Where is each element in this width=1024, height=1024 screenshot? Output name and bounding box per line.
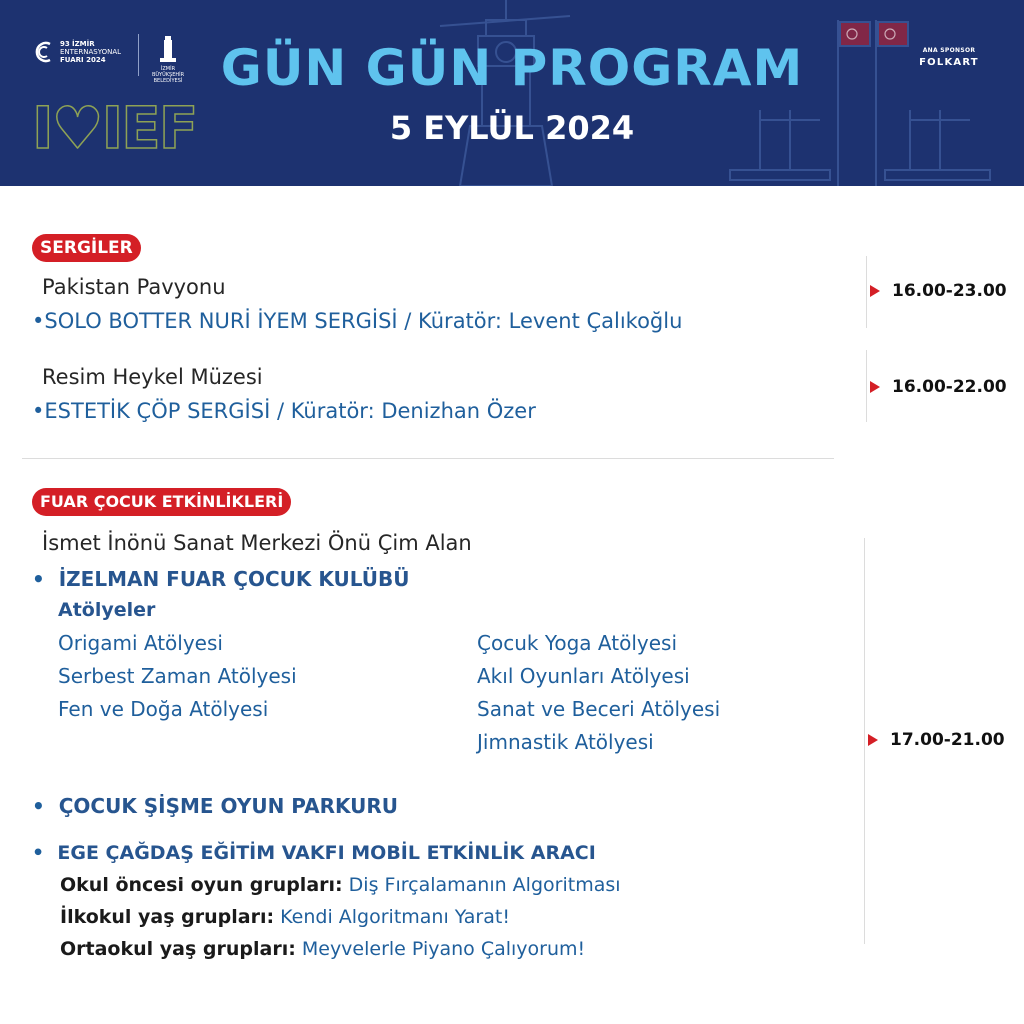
fair-logo-line1: İZMİR: [71, 40, 95, 48]
vakif-title-text: EGE ÇAĞDAŞ EĞİTİM VAKFI MOBİL ETKİNLİK ARACI: [57, 842, 596, 864]
age-group-row: [60, 904, 510, 930]
workshops-heading: Atölyeler: [58, 599, 156, 621]
workshop-item: Jimnastik Atölyesi: [477, 730, 654, 754]
vakif-title: [32, 840, 596, 866]
parkur-item: [32, 793, 398, 819]
time-divider: [866, 350, 867, 422]
age-group-value: Meyvelerle Piyano Çalıyorum!: [301, 938, 586, 960]
section-divider: [22, 458, 834, 459]
age-group-value: Diş Fırçalamanın Algoritması: [348, 874, 621, 896]
time-slot: 16.00-22.00: [892, 377, 1007, 397]
age-group-label: Okul öncesi oyun grupları:: [60, 874, 343, 896]
bullet-icon: •: [32, 794, 59, 818]
bullet-icon: •: [32, 842, 58, 864]
sponsor-label: ANA SPONSOR: [922, 47, 976, 54]
workshop-item: Serbest Zaman Atölyesi: [58, 664, 297, 688]
time-divider: [864, 538, 865, 944]
time-divider: [866, 256, 867, 328]
arrow-right-icon: [868, 734, 878, 746]
exhibit-item-text: SOLO BOTTER NURİ İYEM SERGİSİ / Küratör: Levent Çalıkoğlu: [44, 309, 683, 333]
age-group-value: Kendi Algoritmanı Yarat!: [280, 906, 510, 928]
club-title: [32, 566, 409, 592]
fair-logo-line3: FUARI 2024: [60, 56, 106, 64]
club-title-text: İZELMAN FUAR ÇOCUK KULÜBÜ: [58, 567, 410, 591]
age-group-label: İlkokul yaş grupları:: [60, 906, 275, 928]
age-group-label: Ortaokul yaş grupları:: [60, 938, 296, 960]
exhibit-item-text: ESTETİK ÇÖP SERGİSİ / Küratör: Denizhan Özer: [44, 399, 536, 423]
section-label-cocuk: FUAR ÇOCUK ETKİNLİKLERİ: [32, 488, 291, 516]
venue-ismet-inonu: İsmet İnönü Sanat Merkezi Önü Çim Alan: [42, 531, 472, 555]
time-slot: 16.00-23.00: [892, 281, 1007, 301]
workshop-item: Fen ve Doğa Atölyesi: [58, 697, 269, 721]
sponsor-name: FOLKART: [919, 57, 979, 68]
bullet-icon: •: [32, 309, 45, 333]
municipality-logo-text: İZMİR BÜYÜKŞEHİR BELEDİYESİ: [151, 66, 185, 84]
fair-logo-number: 93: [60, 40, 70, 48]
workshop-item: Sanat ve Beceri Atölyesi: [477, 697, 721, 721]
workshop-item: Çocuk Yoga Atölyesi: [477, 631, 677, 655]
sponsor-block: [908, 47, 990, 68]
venue-pakistan: Pakistan Pavyonu: [42, 275, 226, 299]
workshop-item: Akıl Oyunları Atölyesi: [477, 664, 690, 688]
age-group-row: [60, 872, 621, 898]
arrow-right-icon: [870, 285, 880, 297]
parkur-item-text: ÇOCUK ŞİŞME OYUN PARKURU: [58, 794, 398, 818]
bullet-icon: •: [32, 399, 45, 423]
exhibit-item: [32, 308, 682, 334]
section-label-sergiler: SERGİLER: [32, 234, 141, 262]
age-group-row: [60, 936, 585, 962]
ilove-ief-logo: I♥IEF: [32, 94, 197, 162]
venue-resim-heykel: Resim Heykel Müzesi: [42, 365, 263, 389]
arrow-right-icon: [870, 381, 880, 393]
time-slot: 17.00-21.00: [890, 730, 1005, 750]
page-date: 5 EYLÜL 2024: [389, 109, 635, 147]
page-title: GÜN GÜN PROGRAM: [220, 39, 804, 97]
fair-logo-line2: ENTERNASYONAL: [60, 48, 122, 56]
bullet-icon: •: [32, 567, 59, 591]
exhibit-item: [32, 398, 536, 424]
workshop-item: Origami Atölyesi: [58, 631, 223, 655]
header-banner: [0, 0, 1024, 186]
